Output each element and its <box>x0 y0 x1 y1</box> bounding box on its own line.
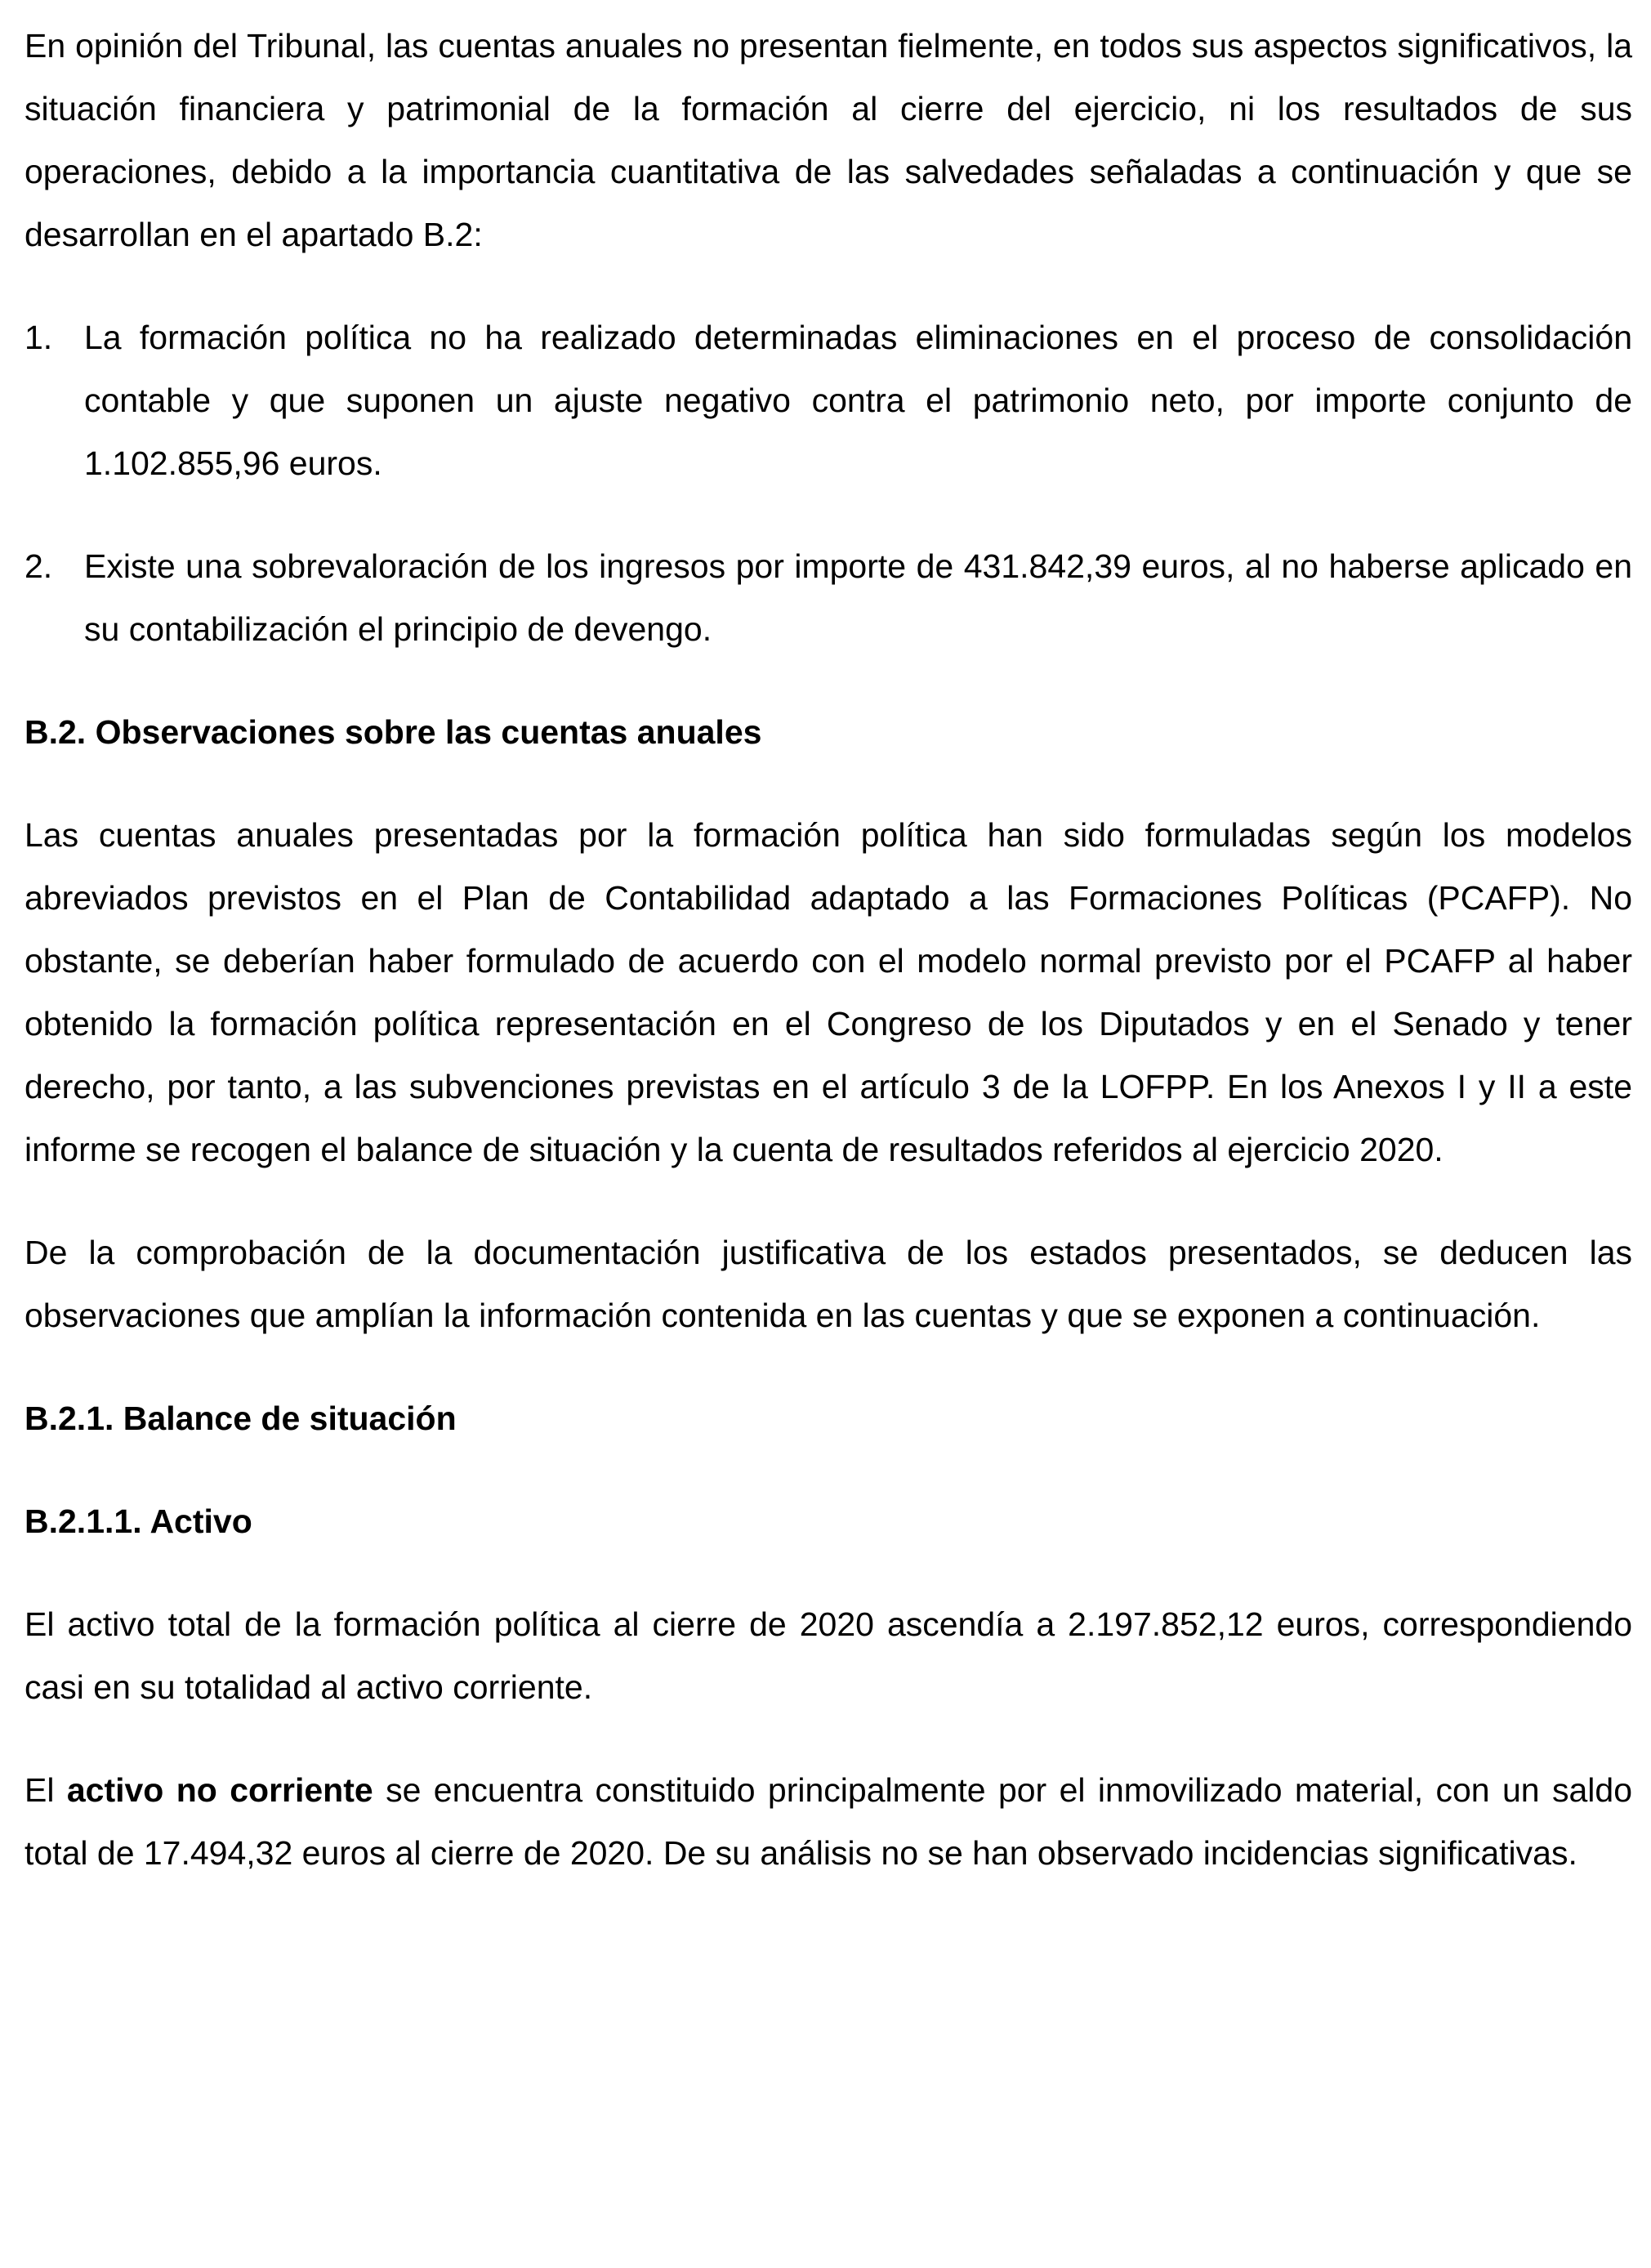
b2-paragraph-1: Las cuentas anuales presentadas por la formación política han sido formuladas según los modelos abreviados previstos en el Plan de Contabilidad adaptado a las Formaciones Políticas (PCAFP). No obstante, se deberían haber formulado de acuerdo con el modelo normal previsto por el PCAFP al haber obtenido la formación política representación en el Congreso de los Diputados y en el Senado y tener derecho, por tanto, a las subvenciones previstas en el artículo 3 de la LOFPP. En los Anexos I y II a este informe se recogen el balance de situación y la cuenta de resultados referidos al ejercicio 2020. <box>25 816 1632 1168</box>
spacer <box>25 1181 1632 1221</box>
section-heading-b2: B.2. Observaciones sobre las cuentas anuales <box>25 713 762 751</box>
intro-paragraph: En opinión del Tribunal, las cuentas anuales no presentan fielmente, en todos sus aspectos significativos, la situación financiera y patrimonial de la formación al cierre del ejercicio, ni los resultados de sus operaciones, debido a la importancia cuantitativa de las salvedades señaladas a continuación y que se desarrollan en el apartado B.2: <box>25 27 1632 253</box>
list-item-text: Existe una sobrevaloración de los ingresos por importe de 431.842,39 euros, al no haberse aplicado en su contabilización el principio de devengo. <box>84 547 1632 648</box>
b211-paragraph-1: El activo total de la formación política al cierre de 2020 ascendía a 2.197.852,12 euros, correspondiendo casi en su totalidad al activo corriente. <box>25 1605 1632 1706</box>
spacer <box>25 266 1632 306</box>
b211-paragraph-2 <box>25 1759 1632 1885</box>
b2-paragraph-2: De la comprobación de la documentación justificativa de los estados presentados, se deducen las observaciones que amplían la información contenida en las cuentas y que se exponen a continuación. <box>25 1234 1632 1334</box>
b211-paragraph-2-bold-term: activo no corriente <box>66 1771 373 1809</box>
list-item-text: La formación política no ha realizado determinadas eliminaciones en el proceso de consolidación contable y que suponen un ajuste negativo contra el patrimonio neto, por importe conjunto de 1.102.855,96 euros. <box>84 319 1632 482</box>
document-page <box>25 15 1632 1885</box>
section-heading-b21: B.2.1. Balance de situación <box>25 1400 457 1437</box>
spacer <box>25 1450 1632 1490</box>
b211-paragraph-2-rest: se encuentra constituido principalmente por el inmovilizado material, con un saldo total de 17.494,32 euros al cierre de 2020. De su análisis no se han observado incidencias significativas. <box>25 1771 1632 1872</box>
spacer <box>25 1719 1632 1759</box>
list-item <box>25 535 1632 661</box>
spacer <box>25 1553 1632 1593</box>
spacer <box>25 764 1632 804</box>
spacer <box>25 661 1632 701</box>
list-item-number: 1. <box>25 319 53 356</box>
spacer <box>25 495 1632 535</box>
spacer <box>25 1347 1632 1387</box>
list-item <box>25 306 1632 495</box>
section-heading-b211: B.2.1.1. Activo <box>25 1502 252 1540</box>
list-item-number: 2. <box>25 547 53 585</box>
b211-paragraph-2-lead: El <box>25 1771 67 1809</box>
